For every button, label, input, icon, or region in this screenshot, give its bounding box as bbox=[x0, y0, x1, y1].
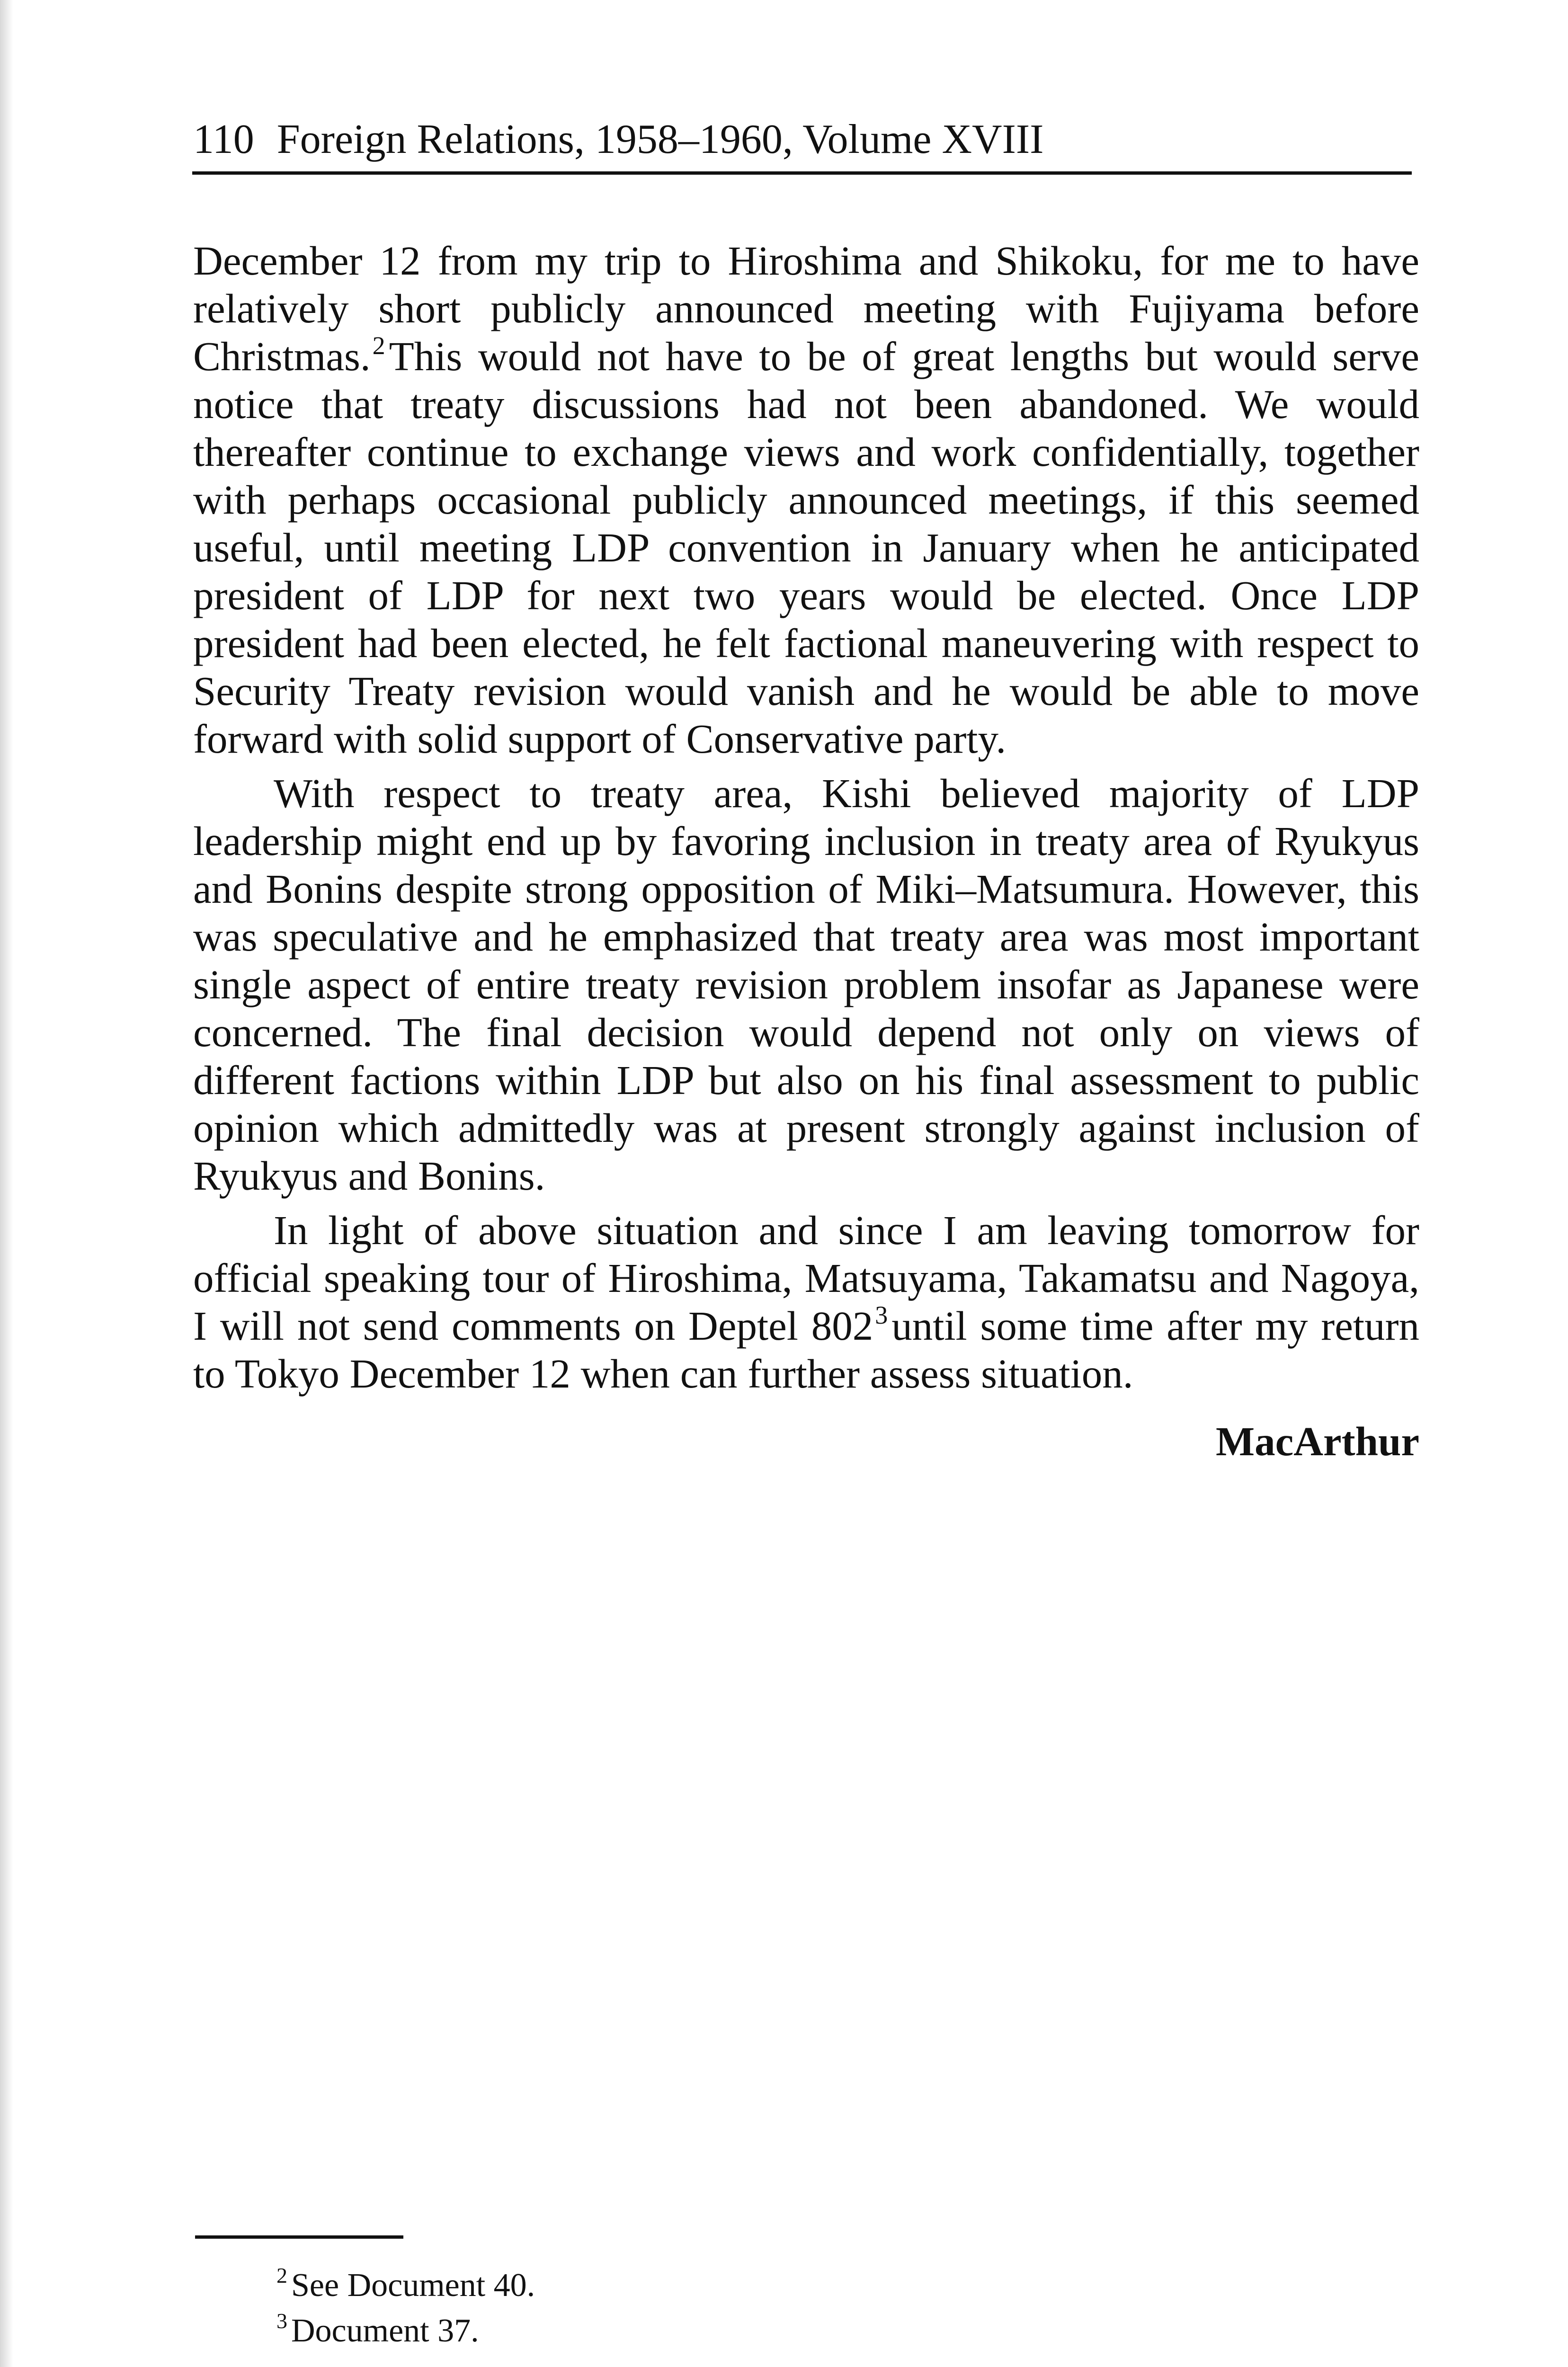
running-head-title: Foreign Relations, 1958–1960, Volume XVIII bbox=[276, 116, 1044, 162]
footnote-marker: 3 bbox=[276, 2309, 287, 2333]
paragraph-3-text-before: In light of above situation and since I am leaving tomorrow for official speaking tour of Hiroshima, Matsuyama, Takamatsu and Nagoya, I will not send comments on Deptel 802 bbox=[193, 1207, 1419, 1349]
footnote-rule bbox=[195, 2235, 403, 2239]
footnote-ref-3: 3 bbox=[875, 1301, 888, 1329]
header-rule bbox=[192, 171, 1412, 175]
footnotes bbox=[276, 2263, 1034, 2354]
footnote-marker: 2 bbox=[276, 2263, 287, 2287]
page-edge-shadow bbox=[0, 0, 13, 2367]
footnote-text: Document 37. bbox=[291, 2313, 479, 2349]
paragraph-1-text-before: December 12 from my trip to Hiroshima and Shikoku, for me to have relatively short publicly announced meeting with Fujiyama before Christmas. bbox=[193, 238, 1419, 379]
body-text bbox=[193, 237, 1419, 1404]
running-head bbox=[193, 114, 1424, 166]
page-number: 110 bbox=[193, 116, 254, 162]
footnote-ref-2: 2 bbox=[372, 331, 385, 360]
signature: MacArthur bbox=[1215, 1418, 1419, 1464]
paragraph-2: With respect to treaty area, Kishi believed majority of LDP leadership might end up by favoring inclusion in treaty area of Ryukyus and Bonins despite strong opposition of Miki–Matsumura. However, this was speculative and he emphasized that treaty area was most important single aspect of entire treaty revision problem insofar as Japanese were concerned. The final decision would depend not only on views of different factions within LDP but also on his final assessment to public opinion which admittedly was at present strongly against inclusion of Ryukyus and Bonins. bbox=[193, 770, 1419, 1199]
paragraph-1 bbox=[193, 237, 1419, 763]
paragraph-3-text-after: until some time after my return to Tokyo December 12 when can further assess situation. bbox=[193, 1303, 1419, 1397]
footnote-3 bbox=[276, 2308, 1034, 2354]
footnote-text: See Document 40. bbox=[291, 2267, 535, 2304]
footnote-2 bbox=[276, 2263, 1034, 2308]
paragraph-3 bbox=[193, 1206, 1419, 1397]
paragraph-1-text-after: This would not have to be of great lengths but would serve notice that treaty discussions had not been abandoned. We would thereafter continue to exchange views and work confidentially, together with perhaps occasional publicly announced meetings, if this seemed useful, until meeting LDP convention in January when he anticipated president of LDP for next two years would be elected. Once LDP president had been elected, he felt factional maneuvering with respect to Security Treaty revision would vanish and he would be able to move forward with solid support of Conservative party. bbox=[193, 333, 1419, 762]
